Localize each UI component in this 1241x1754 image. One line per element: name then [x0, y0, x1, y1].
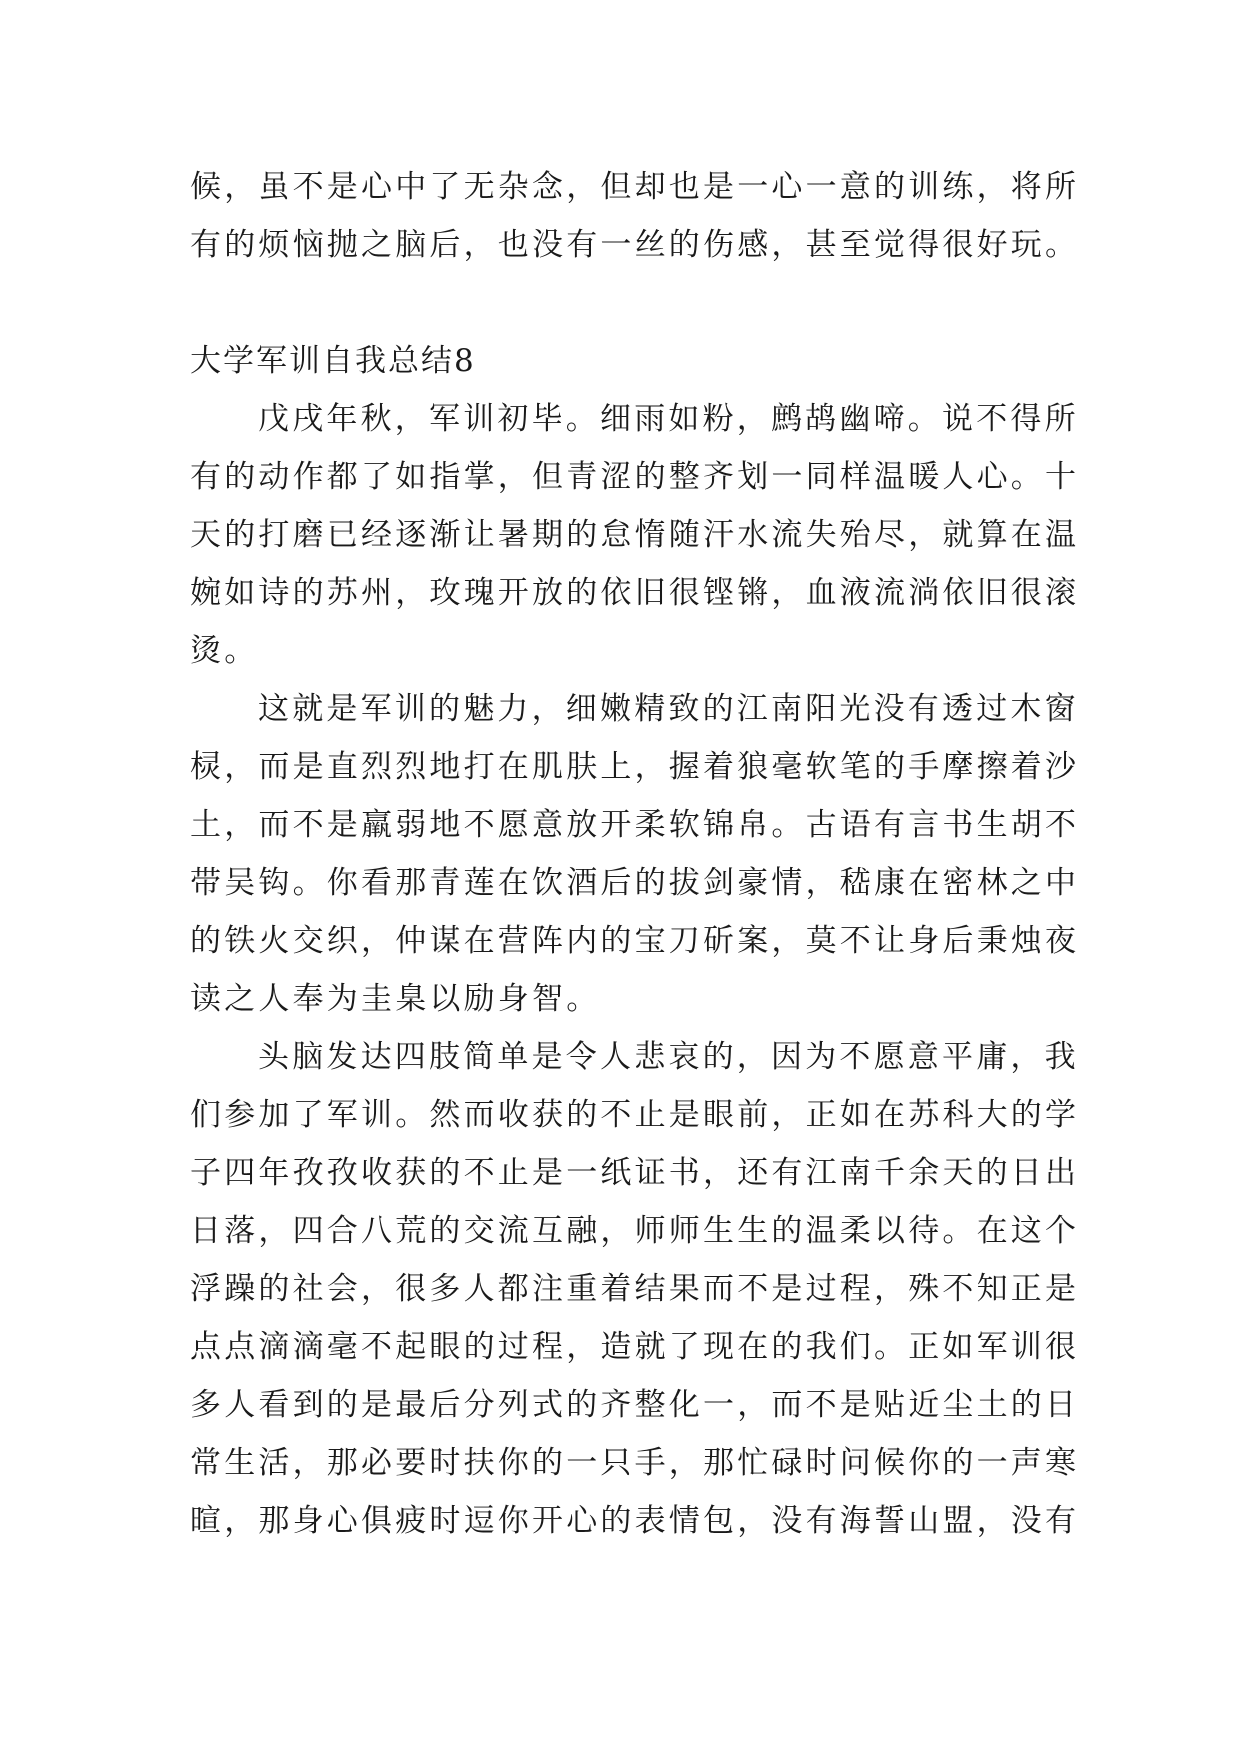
text-line: 天的打磨已经逐渐让暑期的怠惰随汗水流失殆尽，就算在温: [190, 517, 1080, 553]
text-line: 婉如诗的苏州，玫瑰开放的依旧很铿锵，血液流淌依旧很滚: [190, 575, 1080, 611]
paragraph: [190, 680, 1080, 1028]
text-line: 多人看到的是最后分列式的齐整化一，而不是贴近尘土的日: [190, 1387, 1080, 1423]
paragraph: [190, 1028, 1080, 1550]
text-line: 棂，而是直烈烈地打在肌肤上，握着狼毫软笔的手摩擦着沙: [190, 749, 1080, 785]
text-line: 土，而不是羸弱地不愿意放开柔软锦帛。古语有言书生胡不: [190, 807, 1080, 843]
text-line: 点点滴滴毫不起眼的过程，造就了现在的我们。正如军训很: [190, 1329, 1080, 1365]
text-line: 浮躁的社会，很多人都注重着结果而不是过程，殊不知正是: [190, 1271, 1080, 1307]
text-line: 有的动作都了如指掌，但青涩的整齐划一同样温暖人心。十: [190, 459, 1080, 495]
text-line: 有的烦恼抛之脑后，也没有一丝的伤感，甚至觉得很好玩。: [190, 227, 1080, 263]
text-line: 头脑发达四肢简单是令人悲哀的，因为不愿意平庸，我: [258, 1039, 1079, 1075]
text-line: 们参加了军训。然而收获的不止是眼前，正如在苏科大的学: [190, 1097, 1080, 1133]
paragraph: [190, 390, 1080, 680]
document-body: [190, 158, 1080, 1550]
text-line: 子四年孜孜收获的不止是一纸证书，还有江南千余天的日出: [190, 1155, 1080, 1191]
paragraph-gap: [190, 274, 1050, 332]
text-line: 带吴钩。你看那青莲在饮酒后的拔剑豪情，嵇康在密林之中: [190, 865, 1080, 901]
text-line: 暄，那身心俱疲时逗你开心的表情包，没有海誓山盟，没有: [190, 1503, 1080, 1539]
text-line: 日落，四合八荒的交流互融，师师生生的温柔以待。在这个: [190, 1213, 1080, 1249]
text-line: 候，虽不是心中了无杂念，但却也是一心一意的训练，将所: [190, 169, 1080, 205]
text-line: 常生活，那必要时扶你的一只手，那忙碌时问候你的一声寒: [190, 1445, 1080, 1481]
text-line: 的铁火交织，仲谋在营阵内的宝刀斫案，莫不让身后秉烛夜: [190, 923, 1080, 959]
text-line: 读之人奉为圭臬以励身智。: [190, 981, 601, 1017]
text-line: 戊戌年秋，军训初毕。细雨如粉，鹧鸪幽啼。说不得所: [258, 401, 1079, 437]
section-heading: 大学军训自我总结8: [190, 343, 476, 379]
text-line: 这就是军训的魅力，细嫩精致的江南阳光没有透过木窗: [258, 691, 1079, 727]
text-line: 烫。: [190, 633, 259, 669]
